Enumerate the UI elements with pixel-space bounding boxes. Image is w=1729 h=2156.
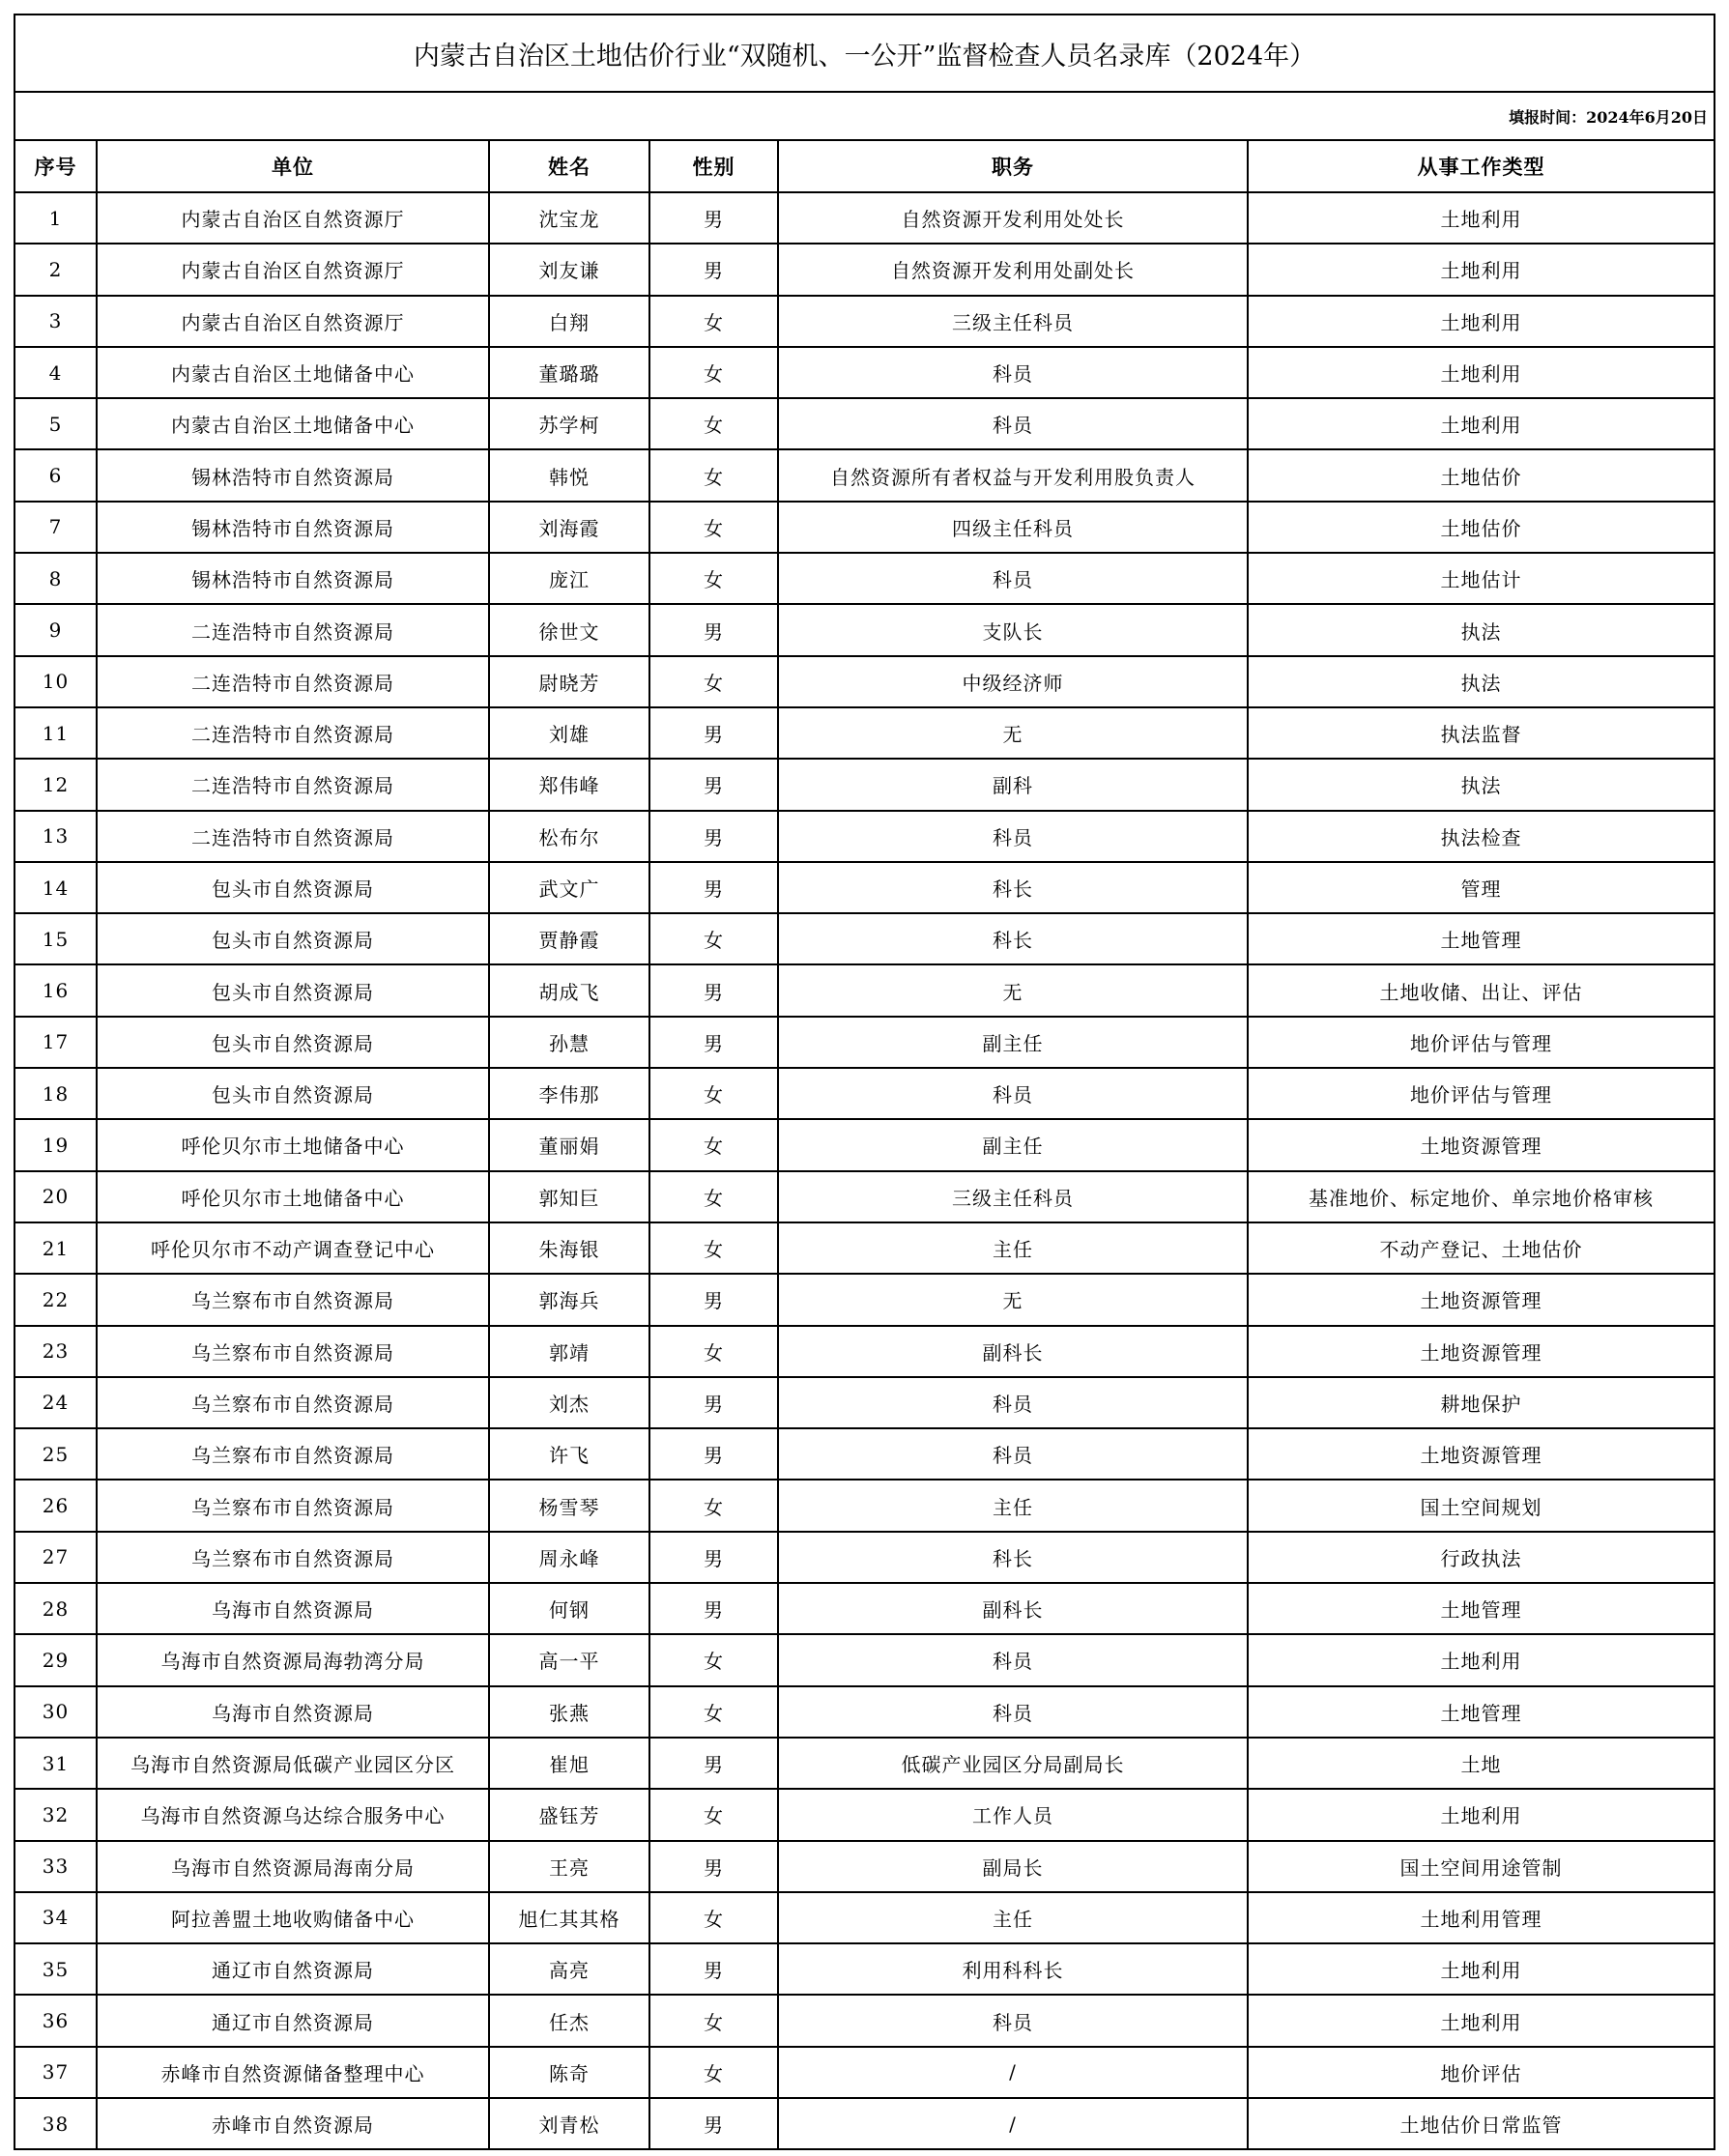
table-row	[15, 964, 1714, 1016]
cell-position: 四级主任科员	[778, 502, 1248, 553]
cell-work-type: 耕地保护	[1248, 1377, 1714, 1428]
cell-name: 许飞	[489, 1428, 649, 1480]
table-row	[15, 1068, 1714, 1119]
cell-unit: 乌海市自然资源局	[97, 1686, 489, 1738]
cell-unit: 二连浩特市自然资源局	[97, 604, 489, 655]
cell-index: 32	[15, 1789, 97, 1840]
cell-position: 利用科科长	[778, 1943, 1248, 1995]
cell-name: 松布尔	[489, 811, 649, 862]
cell-unit: 呼伦贝尔市土地储备中心	[97, 1171, 489, 1222]
cell-gender: 男	[649, 1738, 778, 1789]
cell-unit: 锡林浩特市自然资源局	[97, 502, 489, 553]
cell-gender: 女	[649, 656, 778, 707]
cell-work-type: 土地利用	[1248, 347, 1714, 398]
cell-name: 高一平	[489, 1634, 649, 1685]
table-row	[15, 759, 1714, 810]
cell-position: 自然资源开发利用处副处长	[778, 244, 1248, 295]
cell-work-type: 土地资源管理	[1248, 1274, 1714, 1325]
cell-position: 科员	[778, 1068, 1248, 1119]
cell-position: 无	[778, 707, 1248, 759]
table-row	[15, 2047, 1714, 2098]
cell-index: 10	[15, 656, 97, 707]
cell-name: 郭知巨	[489, 1171, 649, 1222]
cell-index: 14	[15, 862, 97, 913]
cell-work-type: 土地利用	[1248, 398, 1714, 449]
cell-name: 旭仁其其格	[489, 1892, 649, 1943]
cell-index: 38	[15, 2098, 97, 2148]
cell-position: 科员	[778, 1377, 1248, 1428]
cell-index: 28	[15, 1583, 97, 1634]
cell-index: 8	[15, 553, 97, 604]
cell-work-type: 土地利用	[1248, 296, 1714, 347]
cell-unit: 乌海市自然资源局海勃湾分局	[97, 1634, 489, 1685]
cell-index: 11	[15, 707, 97, 759]
header-unit: 单位	[97, 141, 489, 192]
cell-work-type: 国土空间用途管制	[1248, 1841, 1714, 1892]
cell-work-type: 土地管理	[1248, 1686, 1714, 1738]
table-row	[15, 656, 1714, 707]
cell-gender: 女	[649, 398, 778, 449]
cell-gender: 女	[649, 553, 778, 604]
table-row	[15, 604, 1714, 655]
cell-unit: 乌海市自然资源局低碳产业园区分区	[97, 1738, 489, 1789]
cell-work-type: 基准地价、标定地价、单宗地价格审核	[1248, 1171, 1714, 1222]
cell-name: 董丽娟	[489, 1119, 649, 1170]
cell-gender: 女	[649, 347, 778, 398]
table-row	[15, 1634, 1714, 1685]
cell-unit: 内蒙古自治区自然资源厅	[97, 244, 489, 295]
cell-gender: 男	[649, 707, 778, 759]
cell-name: 高亮	[489, 1943, 649, 1995]
cell-unit: 赤峰市自然资源储备整理中心	[97, 2047, 489, 2098]
cell-unit: 内蒙古自治区土地储备中心	[97, 347, 489, 398]
table-row	[15, 913, 1714, 964]
cell-gender: 男	[649, 811, 778, 862]
cell-position: 科长	[778, 1532, 1248, 1583]
table-row	[15, 1017, 1714, 1068]
table-row	[15, 449, 1714, 501]
table-row	[15, 1480, 1714, 1531]
cell-unit: 锡林浩特市自然资源局	[97, 449, 489, 501]
cell-unit: 二连浩特市自然资源局	[97, 811, 489, 862]
cell-index: 31	[15, 1738, 97, 1789]
table-row	[15, 1892, 1714, 1943]
cell-name: 刘雄	[489, 707, 649, 759]
cell-index: 3	[15, 296, 97, 347]
cell-work-type: 地价评估	[1248, 2047, 1714, 2098]
cell-unit: 乌兰察布市自然资源局	[97, 1480, 489, 1531]
cell-index: 21	[15, 1222, 97, 1274]
table-row	[15, 347, 1714, 398]
cell-unit: 呼伦贝尔市土地储备中心	[97, 1119, 489, 1170]
cell-position: 科长	[778, 913, 1248, 964]
table-row	[15, 1274, 1714, 1325]
cell-unit: 包头市自然资源局	[97, 913, 489, 964]
cell-name: 沈宝龙	[489, 192, 649, 244]
cell-gender: 女	[649, 1686, 778, 1738]
cell-unit: 乌兰察布市自然资源局	[97, 1428, 489, 1480]
cell-index: 5	[15, 398, 97, 449]
cell-work-type: 土地利用	[1248, 1789, 1714, 1840]
cell-index: 36	[15, 1995, 97, 2046]
cell-position: 主任	[778, 1892, 1248, 1943]
header-index: 序号	[15, 141, 97, 192]
cell-position: 主任	[778, 1480, 1248, 1531]
cell-work-type: 执法	[1248, 604, 1714, 655]
cell-gender: 男	[649, 964, 778, 1016]
cell-work-type: 土地利用	[1248, 1995, 1714, 2046]
cell-index: 24	[15, 1377, 97, 1428]
cell-unit: 二连浩特市自然资源局	[97, 707, 489, 759]
cell-position: 自然资源所有者权益与开发利用股负责人	[778, 449, 1248, 501]
cell-gender: 女	[649, 449, 778, 501]
cell-name: 王亮	[489, 1841, 649, 1892]
cell-unit: 包头市自然资源局	[97, 862, 489, 913]
cell-index: 17	[15, 1017, 97, 1068]
table-row	[15, 192, 1714, 244]
cell-gender: 女	[649, 913, 778, 964]
cell-gender: 男	[649, 759, 778, 810]
cell-gender: 女	[649, 1480, 778, 1531]
cell-gender: 男	[649, 1943, 778, 1995]
table-row	[15, 1222, 1714, 1274]
cell-gender: 女	[649, 1171, 778, 1222]
cell-name: 张燕	[489, 1686, 649, 1738]
cell-unit: 包头市自然资源局	[97, 1017, 489, 1068]
cell-name: 周永峰	[489, 1532, 649, 1583]
cell-unit: 包头市自然资源局	[97, 1068, 489, 1119]
cell-work-type: 管理	[1248, 862, 1714, 913]
cell-name: 贾静霞	[489, 913, 649, 964]
cell-name: 李伟那	[489, 1068, 649, 1119]
cell-position: 副主任	[778, 1119, 1248, 1170]
cell-name: 郭海兵	[489, 1274, 649, 1325]
cell-position: 中级经济师	[778, 656, 1248, 707]
cell-position: 科员	[778, 1428, 1248, 1480]
cell-work-type: 土地	[1248, 1738, 1714, 1789]
cell-index: 13	[15, 811, 97, 862]
cell-unit: 内蒙古自治区自然资源厅	[97, 296, 489, 347]
cell-work-type: 土地估计	[1248, 553, 1714, 604]
cell-gender: 女	[649, 1995, 778, 2046]
cell-index: 4	[15, 347, 97, 398]
cell-work-type: 行政执法	[1248, 1532, 1714, 1583]
cell-name: 白翔	[489, 296, 649, 347]
cell-gender: 男	[649, 1377, 778, 1428]
cell-gender: 男	[649, 604, 778, 655]
cell-name: 武文广	[489, 862, 649, 913]
table-row	[15, 502, 1714, 553]
cell-unit: 通辽市自然资源局	[97, 1943, 489, 1995]
cell-work-type: 土地估价	[1248, 502, 1714, 553]
cell-position: 科员	[778, 553, 1248, 604]
cell-gender: 女	[649, 1068, 778, 1119]
cell-gender: 男	[649, 862, 778, 913]
cell-index: 7	[15, 502, 97, 553]
cell-index: 1	[15, 192, 97, 244]
personnel-table	[15, 141, 1714, 2148]
table-row	[15, 553, 1714, 604]
cell-index: 18	[15, 1068, 97, 1119]
cell-unit: 二连浩特市自然资源局	[97, 656, 489, 707]
cell-gender: 女	[649, 1789, 778, 1840]
cell-unit: 包头市自然资源局	[97, 964, 489, 1016]
cell-position: /	[778, 2098, 1248, 2148]
cell-position: 科员	[778, 1995, 1248, 2046]
table-row	[15, 2098, 1714, 2148]
cell-position: 副主任	[778, 1017, 1248, 1068]
cell-gender: 男	[649, 1017, 778, 1068]
cell-index: 35	[15, 1943, 97, 1995]
cell-index: 27	[15, 1532, 97, 1583]
table-row	[15, 1995, 1714, 2046]
cell-name: 徐世文	[489, 604, 649, 655]
header-position: 职务	[778, 141, 1248, 192]
cell-index: 37	[15, 2047, 97, 2098]
table-row	[15, 1326, 1714, 1377]
table-row	[15, 811, 1714, 862]
table-row	[15, 707, 1714, 759]
cell-work-type: 土地估价	[1248, 449, 1714, 501]
cell-work-type: 土地利用	[1248, 1634, 1714, 1685]
cell-position: 副科长	[778, 1583, 1248, 1634]
cell-unit: 赤峰市自然资源局	[97, 2098, 489, 2148]
cell-position: 科长	[778, 862, 1248, 913]
cell-unit: 乌兰察布市自然资源局	[97, 1532, 489, 1583]
cell-index: 25	[15, 1428, 97, 1480]
cell-position: 工作人员	[778, 1789, 1248, 1840]
cell-position: 副局长	[778, 1841, 1248, 1892]
cell-work-type: 土地资源管理	[1248, 1326, 1714, 1377]
cell-name: 董璐璐	[489, 347, 649, 398]
cell-name: 刘青松	[489, 2098, 649, 2148]
cell-gender: 男	[649, 1532, 778, 1583]
cell-position: 低碳产业园区分局副局长	[778, 1738, 1248, 1789]
cell-gender: 女	[649, 1892, 778, 1943]
cell-work-type: 执法检查	[1248, 811, 1714, 862]
cell-name: 苏学柯	[489, 398, 649, 449]
cell-index: 23	[15, 1326, 97, 1377]
cell-index: 29	[15, 1634, 97, 1685]
header-gender: 性别	[649, 141, 778, 192]
table-row	[15, 1686, 1714, 1738]
cell-work-type: 执法监督	[1248, 707, 1714, 759]
cell-index: 19	[15, 1119, 97, 1170]
cell-name: 庞江	[489, 553, 649, 604]
cell-index: 2	[15, 244, 97, 295]
cell-work-type: 土地估价日常监管	[1399, 2113, 1563, 2138]
cell-gender: 男	[649, 244, 778, 295]
cell-work-type: 土地管理	[1248, 1583, 1714, 1634]
cell-position: 三级主任科员	[778, 1171, 1248, 1222]
cell-unit: 二连浩特市自然资源局	[97, 759, 489, 810]
table-row	[15, 1171, 1714, 1222]
cell-name: 何钢	[489, 1583, 649, 1634]
cell-name: 韩悦	[489, 449, 649, 501]
cell-position: 无	[778, 964, 1248, 1016]
cell-gender: 男	[649, 2098, 778, 2148]
table-row	[15, 1583, 1714, 1634]
cell-index: 22	[15, 1274, 97, 1325]
cell-index: 30	[15, 1686, 97, 1738]
cell-unit: 乌海市自然资源乌达综合服务中心	[97, 1789, 489, 1840]
cell-gender: 女	[649, 1222, 778, 1274]
cell-gender: 男	[649, 192, 778, 244]
cell-position: 科员	[778, 1634, 1248, 1685]
cell-name: 刘杰	[489, 1377, 649, 1428]
cell-index: 6	[15, 449, 97, 501]
cell-position: 无	[778, 1274, 1248, 1325]
table-row	[15, 1428, 1714, 1480]
cell-gender: 女	[649, 1119, 778, 1170]
cell-name: 尉晓芳	[489, 656, 649, 707]
table-row	[15, 1532, 1714, 1583]
table-header-row	[15, 141, 1714, 192]
cell-name: 郑伟峰	[489, 759, 649, 810]
cell-unit: 乌兰察布市自然资源局	[97, 1377, 489, 1428]
table-row	[15, 1738, 1714, 1789]
cell-position: 科员	[778, 398, 1248, 449]
table-row	[15, 862, 1714, 913]
cell-work-type: 土地资源管理	[1248, 1119, 1714, 1170]
cell-unit: 呼伦贝尔市不动产调查登记中心	[97, 1222, 489, 1274]
cell-gender: 女	[649, 1326, 778, 1377]
table-row	[15, 1789, 1714, 1840]
table-row	[15, 1119, 1714, 1170]
cell-name: 陈奇	[489, 2047, 649, 2098]
cell-name: 刘海霞	[489, 502, 649, 553]
cell-work-type: 土地利用	[1248, 1943, 1714, 1995]
cell-name: 崔旭	[489, 1738, 649, 1789]
cell-gender: 男	[649, 1583, 778, 1634]
cell-work-type: 地价评估与管理	[1248, 1068, 1714, 1119]
table-row	[15, 1377, 1714, 1428]
cell-position: 科员	[778, 811, 1248, 862]
cell-name: 胡成飞	[489, 964, 649, 1016]
cell-position: 三级主任科员	[778, 296, 1248, 347]
cell-name: 盛钰芳	[489, 1789, 649, 1840]
cell-unit: 乌海市自然资源局海南分局	[97, 1841, 489, 1892]
cell-name: 刘友谦	[489, 244, 649, 295]
cell-name: 杨雪琴	[489, 1480, 649, 1531]
cell-unit: 乌兰察布市自然资源局	[97, 1326, 489, 1377]
cell-index: 20	[15, 1171, 97, 1222]
cell-index: 9	[15, 604, 97, 655]
cell-position: 科员	[778, 1686, 1248, 1738]
cell-work-type: 执法	[1248, 656, 1714, 707]
cell-work-type: 国土空间规划	[1248, 1480, 1714, 1531]
cell-gender: 男	[649, 1274, 778, 1325]
cell-position: 主任	[778, 1222, 1248, 1274]
cell-unit: 阿拉善盟土地收购储备中心	[97, 1892, 489, 1943]
cell-unit: 锡林浩特市自然资源局	[97, 553, 489, 604]
cell-position: 副科长	[778, 1326, 1248, 1377]
cell-index: 12	[15, 759, 97, 810]
cell-unit: 内蒙古自治区自然资源厅	[97, 192, 489, 244]
cell-name: 任杰	[489, 1995, 649, 2046]
cell-name: 朱海银	[489, 1222, 649, 1274]
cell-unit: 乌兰察布市自然资源局	[97, 1274, 489, 1325]
cell-position: 自然资源开发利用处处长	[778, 192, 1248, 244]
cell-position: 支队长	[778, 604, 1248, 655]
cell-work-type: 地价评估与管理	[1248, 1017, 1714, 1068]
table-row	[15, 1943, 1714, 1995]
cell-gender: 女	[649, 296, 778, 347]
cell-work-type: 土地管理	[1248, 913, 1714, 964]
fill-date: 填报时间：2024年6月20日	[15, 93, 1714, 141]
cell-index: 15	[15, 913, 97, 964]
cell-index: 26	[15, 1480, 97, 1531]
cell-work-type: 执法	[1248, 759, 1714, 810]
cell-name: 孙慧	[489, 1017, 649, 1068]
table-row	[15, 398, 1714, 449]
cell-gender: 男	[649, 1841, 778, 1892]
cell-unit: 通辽市自然资源局	[97, 1995, 489, 2046]
cell-work-type: 土地收储、出让、评估	[1248, 964, 1714, 1016]
header-work-type: 从事工作类型	[1248, 141, 1714, 192]
cell-position: 科员	[778, 347, 1248, 398]
cell-work-type: 土地利用	[1248, 192, 1714, 244]
roster-sheet	[14, 14, 1715, 2150]
cell-work-type: 土地资源管理	[1248, 1428, 1714, 1480]
cell-gender: 男	[649, 1428, 778, 1480]
cell-index: 16	[15, 964, 97, 1016]
cell-gender: 女	[649, 1634, 778, 1685]
cell-index: 33	[15, 1841, 97, 1892]
cell-gender: 女	[649, 2047, 778, 2098]
cell-unit: 内蒙古自治区土地储备中心	[97, 398, 489, 449]
cell-work-type: 土地利用管理	[1248, 1892, 1714, 1943]
cell-work-type: 不动产登记、土地估价	[1248, 1222, 1714, 1274]
document-title: 内蒙古自治区土地估价行业“双随机、一公开”监督检查人员名录库（2024年）	[15, 15, 1714, 93]
header-name: 姓名	[489, 141, 649, 192]
table-body	[15, 192, 1714, 2148]
cell-unit: 乌海市自然资源局	[97, 1583, 489, 1634]
cell-work-type: 土地利用	[1248, 244, 1714, 295]
table-row	[15, 244, 1714, 295]
table-row	[15, 296, 1714, 347]
cell-position: 副科	[778, 759, 1248, 810]
cell-gender: 女	[649, 502, 778, 553]
cell-name: 郭靖	[489, 1326, 649, 1377]
cell-position: /	[778, 2047, 1248, 2098]
cell-index: 34	[15, 1892, 97, 1943]
table-row	[15, 1841, 1714, 1892]
